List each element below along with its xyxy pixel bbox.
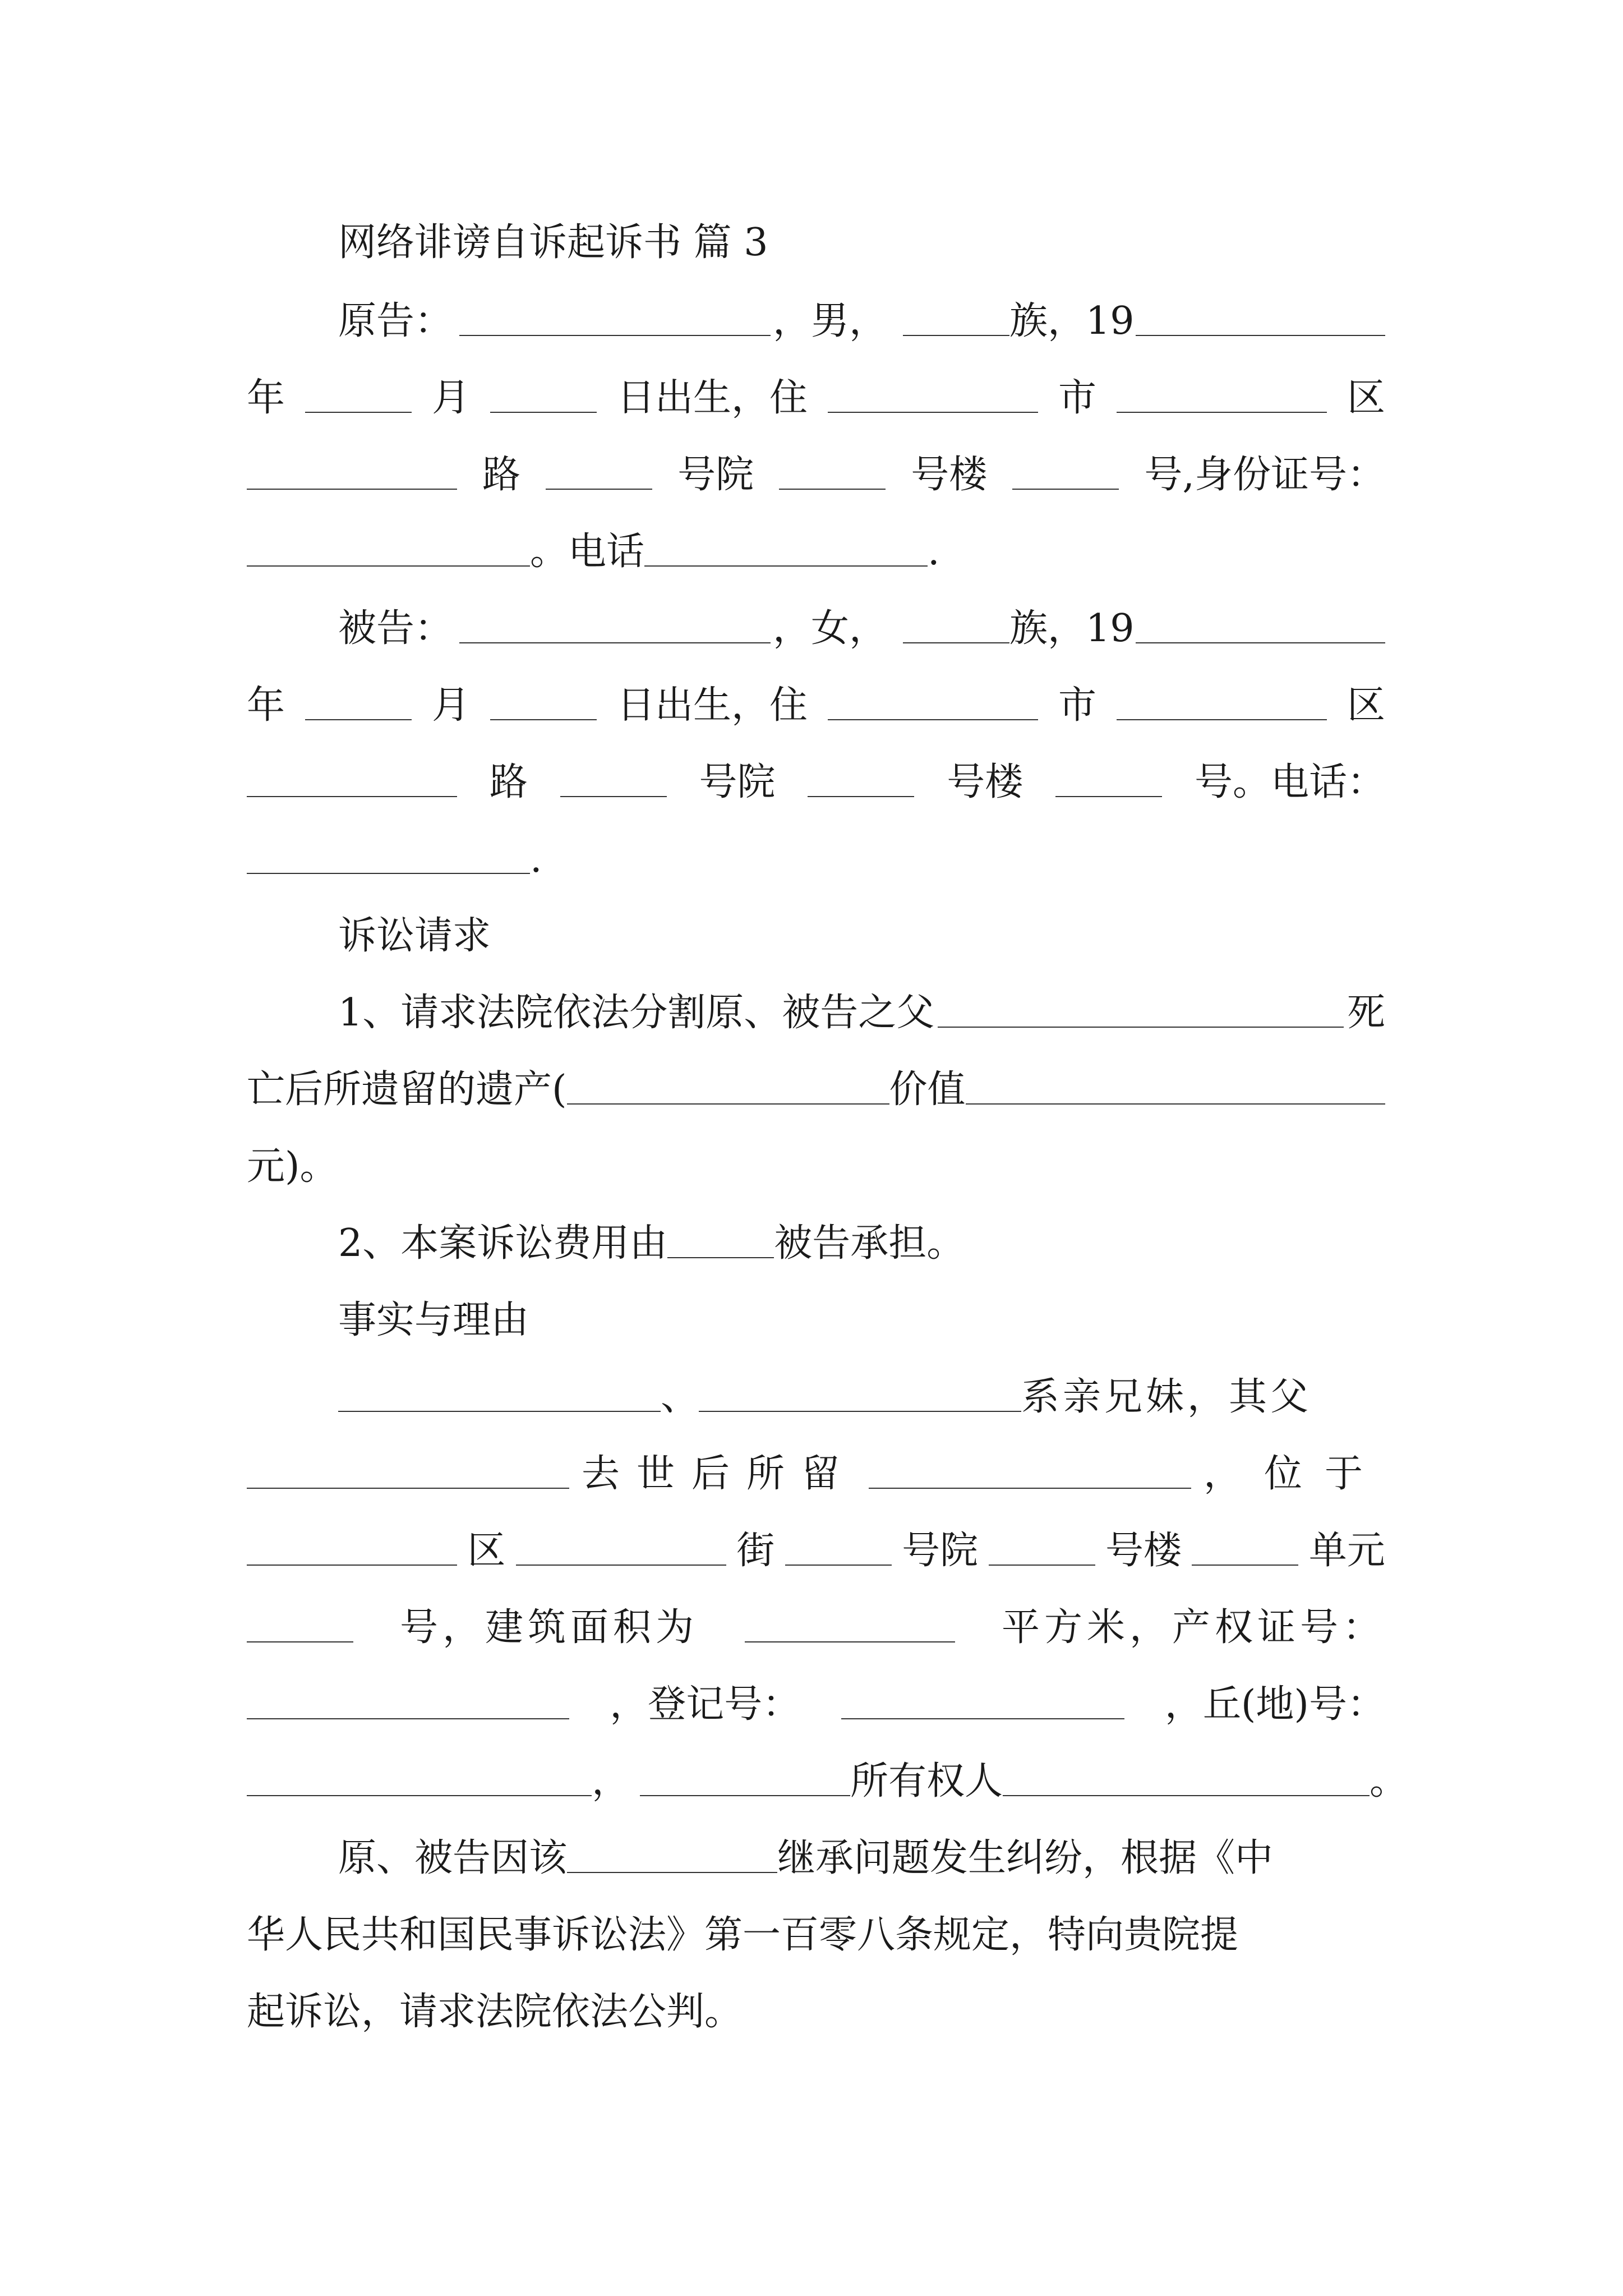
plaintiff-month-blank[interactable] [305,411,412,413]
claim-1-death: 死 [1347,991,1385,1035]
defendant-city-label: 市 [1058,683,1096,728]
dispute-b: 继承问题发生纠纷，根据《中 [777,1836,1274,1880]
facts-left: 去世后所留 [581,1452,856,1496]
facts-heading [338,1292,1385,1349]
dispute-property-blank[interactable] [567,1871,777,1873]
prop-street-label: 街 [736,1529,775,1573]
defendant-line-2 [247,678,1385,734]
conclusion: 起诉讼，请求法院依法公判。 [247,1990,743,2034]
estate-value-blank[interactable] [966,1103,1385,1105]
facts-siblings: 系亲兄妹，其父 [1021,1375,1312,1419]
prop-unit-blank[interactable] [1192,1564,1298,1566]
plaintiff-line-3 [247,447,1385,503]
dispute-a: 原、被告因该 [338,1836,568,1880]
claim-2 [338,1216,1385,1272]
defendant-building-label: 号楼 [947,760,1023,804]
prop-unit-label: 单元 [1308,1529,1385,1573]
plaintiff-label: 原告： [338,299,453,343]
father-name-blank[interactable] [938,1026,1344,1028]
plaintiff-end: . [928,530,940,574]
plaintiff-building-blank[interactable] [779,488,886,490]
plaintiff-city-blank[interactable] [828,411,1038,413]
facts-line-3 [247,1523,1385,1579]
prop-street-blank[interactable] [516,1564,726,1566]
plaintiff-ethnicity-label: 族，19 [1009,299,1135,343]
defendant-day-blank[interactable] [490,719,597,720]
claim-1-value-label: 价值 [889,1068,966,1112]
father-blank[interactable] [247,1487,569,1489]
facts-heading-text: 事实与理由 [338,1298,529,1342]
claim-1-line-2 [247,1062,1385,1118]
defendant-month-blank[interactable] [305,719,412,720]
facts-line-9 [247,1984,1385,2040]
document-title [338,215,1385,271]
prop-area-label: 平方米，产权证号： [1001,1605,1385,1650]
plaintiff-room-blank[interactable] [1012,488,1119,490]
plaintiff-year-label: 年 [247,376,285,420]
facts-comma: 、 [661,1375,699,1419]
facts-period: 。 [1369,1759,1408,1803]
claims-heading [338,908,1385,964]
hill-label: ，丘(地)号： [1164,1682,1385,1727]
plaintiff-day-blank[interactable] [490,411,597,413]
owner-label: 所有权人 [850,1759,1003,1803]
claim-1-line-1 [338,985,1385,1041]
plaintiff-birth-label: 日出生，住 [616,376,808,420]
defendant-line-1 [338,601,1385,657]
defendant-city-blank[interactable] [828,719,1038,720]
facts-line-7 [338,1830,1385,1887]
plaintiff-id-blank[interactable] [247,565,530,567]
owner-blank-2[interactable] [1003,1795,1370,1796]
prop-room-blank[interactable] [247,1641,353,1642]
plaintiff-ethnicity-blank[interactable] [903,334,1009,336]
plaintiff-yard-label: 号院 [677,453,754,497]
facts-line-6 [247,1754,1408,1810]
facts-line-1 [338,1369,1385,1425]
claim-1-estate: 亡后所遗留的遗产( [247,1068,567,1112]
defendant-phone-blank[interactable] [247,872,530,874]
defendant-district-label: 区 [1347,683,1385,728]
plaintiff-phone-label: 。电话 [530,530,645,574]
plaintiff-road-label: 路 [482,453,521,497]
prop-yard-label: 号院 [902,1529,979,1573]
defendant-birth-label: 日出生，住 [616,683,808,728]
prop-room-label: 号，建筑面积为 [399,1605,698,1650]
plaintiff-name-blank[interactable] [459,334,771,336]
defendant-line-4 [247,831,1385,887]
defendant-name-blank[interactable] [459,642,771,643]
title-text: 网络诽谤自诉起诉书 篇 3 [338,220,768,265]
prop-district-label: 区 [467,1529,506,1573]
claims-heading-text: 诉讼请求 [338,914,491,958]
claim-2-text: 2、本案诉讼费用由 [338,1221,668,1266]
owner-blank-1[interactable] [640,1795,850,1796]
facts-line-5 [247,1677,1385,1733]
plaintiff-line-4 [247,524,1385,580]
plaintiff-id-label: 号,身份证号： [1144,453,1385,497]
plaintiff-phone-blank[interactable] [644,565,928,567]
prop-building-label: 号楼 [1105,1529,1182,1573]
estate-blank[interactable] [567,1103,889,1105]
plaintiff-road-blank[interactable] [247,488,457,490]
defendant-month-label: 月 [431,683,470,728]
defendant-building-blank[interactable] [808,795,914,797]
plaintiff-yard-blank[interactable] [546,488,652,490]
cost-bearer-blank[interactable] [667,1257,774,1258]
defendant-year-label: 年 [247,683,285,728]
defendant-road-label: 路 [489,760,528,804]
claim-1-end: 元)。 [247,1144,338,1189]
claim-1-text: 1、请求法院依法分割原、被告之父 [338,991,935,1035]
plaintiff-building-label: 号楼 [911,453,988,497]
claim-2-end: 被告承担。 [774,1221,965,1266]
sibling-1-blank[interactable] [338,1410,661,1412]
plaintiff-line-2 [247,370,1385,426]
plaintiff-year-blank[interactable] [1136,334,1385,336]
facts-line-4 [247,1600,1385,1656]
defendant-district-blank[interactable] [1117,719,1327,720]
defendant-gender: ，女， [773,606,888,651]
defendant-phone-label: 号。电话： [1194,760,1385,804]
facts-sep: ， [592,1759,630,1803]
defendant-yard-blank[interactable] [560,795,667,797]
reg-number-blank[interactable] [841,1718,1124,1719]
defendant-ethnicity-label: 族，19 [1009,606,1135,651]
defendant-road-blank[interactable] [247,795,457,797]
sibling-2-blank[interactable] [699,1410,1021,1412]
defendant-ethnicity-blank[interactable] [903,642,1009,643]
defendant-yard-label: 号院 [699,760,776,804]
defendant-label: 被告： [338,606,453,651]
plaintiff-line-1 [338,293,1385,349]
plaintiff-city-label: 市 [1058,376,1096,420]
property-blank[interactable] [869,1487,1191,1489]
law-citation: 华人民共和国民事诉讼法》第一百零八条规定，特向贵院提 [247,1913,1239,1957]
cert-number-blank[interactable] [247,1718,569,1719]
claim-1-line-3 [247,1139,1385,1195]
plaintiff-gender: ，男， [773,299,888,343]
facts-line-8 [247,1907,1385,1963]
prop-building-blank[interactable] [989,1564,1095,1566]
prop-yard-blank[interactable] [785,1564,892,1566]
prop-district-blank[interactable] [247,1564,457,1566]
defendant-room-blank[interactable] [1055,795,1162,797]
plaintiff-district-blank[interactable] [1117,411,1327,413]
defendant-end: . [530,837,542,881]
facts-line-2 [247,1446,1385,1502]
hill-number-blank[interactable] [247,1795,592,1796]
defendant-year-blank[interactable] [1136,642,1385,643]
prop-area-blank[interactable] [745,1641,955,1642]
defendant-line-3 [247,754,1385,811]
facts-located: ，位于 [1203,1452,1385,1496]
plaintiff-district-label: 区 [1347,376,1385,420]
plaintiff-month-label: 月 [431,376,470,420]
reg-label: ，登记号： [610,1682,801,1727]
